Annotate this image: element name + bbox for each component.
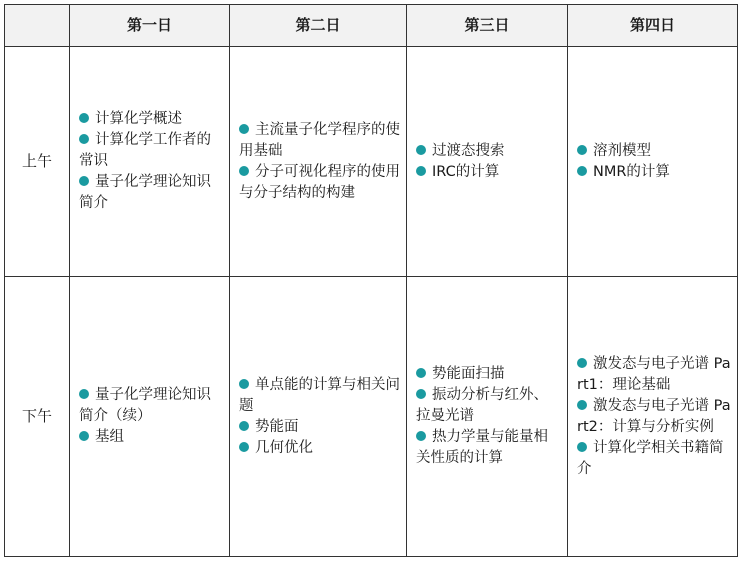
topic-item [79,109,223,130]
topic-item [416,364,561,385]
bullet-icon [416,389,426,399]
topic-item [577,141,731,162]
header-day-2: 第二日 [230,5,407,47]
topic-text: 几何优化 [255,439,313,456]
topic-text: IRC的计算 [432,163,500,180]
bullet-icon [79,113,89,123]
bullet-icon [239,166,249,176]
bullet-icon [577,442,587,452]
bullet-icon [239,421,249,431]
topic-item [79,427,223,448]
bullet-icon [577,145,587,155]
topic-list [568,141,737,183]
topic-text: 势能面 [255,418,299,435]
bullet-icon [416,368,426,378]
topic-item [416,427,561,469]
bullet-icon [416,431,426,441]
cell-afternoon-day-4 [568,277,738,557]
topic-text: 分子可视化程序的使用与分子结构的构建 [239,163,400,201]
afternoon-row [5,277,738,557]
period-label-afternoon: 下午 [5,277,70,557]
topic-text: 计算化学相关书籍简介 [577,439,724,477]
topic-text: 基组 [95,429,124,445]
topic-item [239,438,400,459]
cell-afternoon-day-1 [70,277,230,557]
topic-list [230,120,406,204]
cell-morning-day-1 [70,47,230,277]
topic-item [239,162,400,204]
topic-text: 过渡态搜索 [432,142,505,159]
topic-text: 振动分析与红外、拉曼光谱 [416,387,548,424]
topic-item [577,438,731,480]
bullet-icon [79,134,89,144]
topic-item [416,141,561,162]
topic-text: 势能面扫描 [432,366,505,382]
cell-morning-day-4 [568,47,738,277]
bullet-icon [239,379,249,389]
topic-text: 计算化学概述 [95,111,182,127]
topic-item [577,396,731,438]
cell-afternoon-day-3 [407,277,568,557]
topic-list [70,109,229,214]
topic-item [577,354,731,396]
header-row [5,5,738,47]
bullet-icon [79,176,89,186]
morning-row [5,47,738,277]
bullet-icon [577,400,587,410]
header-day-3: 第三日 [407,5,568,47]
header-day-4: 第四日 [568,5,738,47]
topic-list [230,375,406,459]
topic-list [568,354,737,480]
topic-item [416,162,561,183]
topic-item [239,375,400,417]
topic-text: 计算化学工作者的常识 [79,132,211,169]
topic-text: 热力学量与能量相关性质的计算 [416,429,548,466]
bullet-icon [577,166,587,176]
topic-text: 溶剂模型 [593,142,651,159]
bullet-icon [577,358,587,368]
topic-list [407,364,567,469]
topic-list [70,385,229,448]
topic-text: NMR的计算 [593,163,670,180]
header-corner [5,5,70,47]
bullet-icon [79,431,89,441]
topic-item [239,120,400,162]
topic-text: 激发态与电子光谱 Part1：理论基础 [577,355,731,393]
cell-morning-day-3 [407,47,568,277]
topic-item [416,385,561,427]
bullet-icon [79,389,89,399]
topic-text: 量子化学理论知识简介 [79,174,211,211]
bullet-icon [239,124,249,134]
topic-item [79,130,223,172]
period-label-morning: 上午 [5,47,70,277]
topic-text: 单点能的计算与相关问题 [239,376,400,414]
topic-item [79,172,223,214]
bullet-icon [416,145,426,155]
topic-item [239,417,400,438]
topic-text: 激发态与电子光谱 Part2：计算与分析实例 [577,397,731,435]
topic-item [79,385,223,427]
bullet-icon [416,166,426,176]
header-day-1: 第一日 [70,5,230,47]
cell-afternoon-day-2 [230,277,407,557]
bullet-icon [239,442,249,452]
course-schedule-table [4,4,738,557]
topic-text: 主流量子化学程序的使用基础 [239,121,400,159]
topic-item [577,162,731,183]
cell-morning-day-2 [230,47,407,277]
topic-list [407,141,567,183]
topic-text: 量子化学理论知识简介（续） [79,387,211,424]
